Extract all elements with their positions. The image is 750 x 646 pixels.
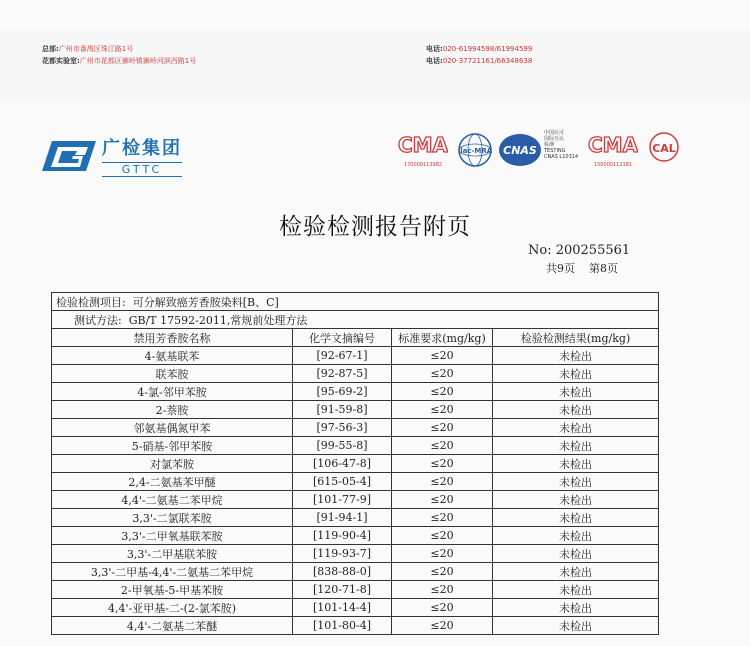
table-row [52,581,659,599]
result-cell: 未检出 [493,581,659,599]
ilac-mark [456,132,494,172]
amine-name-cell: 4,4'-二氨基二苯甲烷 [52,491,293,509]
standard-cell: ≤20 [392,347,493,365]
amine-name-cell: 4,4'-二氨基二苯醚 [52,617,293,635]
result-cell: 未检出 [493,365,659,383]
cas-number-cell: [91-59-8] [293,401,392,419]
amine-name-cell: 2-甲氧基-5-甲基苯胺 [52,581,293,599]
svg-text:CMA: CMA [588,133,638,157]
standard-cell: ≤20 [392,599,493,617]
cal-icon [644,130,684,170]
accreditation-marks [398,130,688,170]
table-header-row [52,329,659,347]
hq-phone-label: 电话: [426,45,443,53]
test-item-value: 可分解致癌芳香胺染料[B、C] [132,295,279,309]
cas-number-cell: [119-93-7] [293,545,392,563]
cal-mark [644,130,684,174]
test-method-value: GB/T 17592-2011,常规前处理方法 [128,313,308,327]
cma-left-mark [398,130,448,168]
cas-number-cell: [101-80-4] [293,617,392,635]
table-row [52,401,659,419]
lab-phone [426,56,532,66]
cnas-text: CNAS [503,144,537,157]
header-cas-number: 化学文摘编号 [293,329,392,347]
amine-name-cell: 2,4-二氨基苯甲醚 [52,473,293,491]
standard-cell: ≤20 [392,617,493,635]
result-cell: 未检出 [493,527,659,545]
cas-number-cell: [97-56-3] [293,419,392,437]
lab-phone-label: 电话: [426,57,443,65]
amine-name-cell: 3,3'-二甲基联苯胺 [52,545,293,563]
result-cell: 未检出 [493,383,659,401]
amine-name-cell: 邻氨基偶氮甲苯 [52,419,293,437]
amine-name-cell: 4,4'-亚甲基-二-(2-氯苯胺) [52,599,293,617]
table-row [52,563,659,581]
standard-cell: ≤20 [392,563,493,581]
table-row [52,383,659,401]
lab-address [42,56,196,66]
amine-name-cell: 3,3'-二甲氧基联苯胺 [52,527,293,545]
table-row [52,419,659,437]
standard-cell: ≤20 [392,473,493,491]
gttc-logo-icon [42,139,96,173]
table-row [52,455,659,473]
table-row [52,473,659,491]
table-row [52,437,659,455]
result-cell: 未检出 [493,563,659,581]
table-row [52,347,659,365]
standard-cell: ≤20 [392,509,493,527]
cas-number-cell: [120-71-8] [293,581,392,599]
result-cell: 未检出 [493,509,659,527]
report-number: No: 200255561 [528,243,631,258]
amine-name-cell: 联苯胺 [52,365,293,383]
lab-address-label: 花都实验室: [42,57,80,65]
logo-en-text: GTTC [102,162,182,177]
table-row [52,545,659,563]
hq-address [42,44,133,54]
result-cell: 未检出 [493,545,659,563]
result-cell: 未检出 [493,419,659,437]
cas-number-cell: [106-47-8] [293,455,392,473]
standard-cell: ≤20 [392,437,493,455]
standard-cell: ≤20 [392,401,493,419]
hq-phone [426,44,532,54]
standard-cell: ≤20 [392,581,493,599]
cas-number-cell: [92-87-5] [293,365,392,383]
amine-name-cell: 4-氨基联苯 [52,347,293,365]
page-title: 检验检测报告附页 [279,214,471,240]
result-cell: 未检出 [493,455,659,473]
cas-number-cell: [101-77-9] [293,491,392,509]
logo-cn-text: 广检集团 [102,138,182,159]
test-item-cell [52,293,659,311]
page-count: 共9页 第8页 [546,262,618,275]
table-row [52,365,659,383]
cma-right-mark [588,130,638,168]
table-row [52,527,659,545]
header-standard: 标准要求(mg/kg) [392,329,493,347]
cas-number-cell: [95-69-2] [293,383,392,401]
result-cell: 未检出 [493,347,659,365]
header-result: 检验检测结果(mg/kg) [493,329,659,347]
result-cell: 未检出 [493,401,659,419]
standard-cell: ≤20 [392,491,493,509]
cas-number-cell: [99-55-8] [293,437,392,455]
hq-address-label: 总部: [42,45,59,53]
ilac-icon [456,132,494,168]
lab-address-value: 广州市花都区狮岭镇狮岭河滨西路1号 [79,57,197,65]
standard-cell: ≤20 [392,419,493,437]
test-item-label: 检验检测项目: [56,295,126,309]
results-table [51,292,659,635]
cma-right-number: 150000112181 [593,162,633,168]
cma-left-number: 170000113982 [403,162,443,168]
cas-number-cell: [119-90-4] [293,527,392,545]
cas-number-cell: [838-88-0] [293,563,392,581]
ilac-text: ilac-MRA [457,147,493,155]
standard-cell: ≤20 [392,455,493,473]
gttc-logo [42,134,182,177]
cal-text: CAL [652,142,676,155]
table-row [52,509,659,527]
test-method-row [52,311,659,329]
result-cell: 未检出 [493,473,659,491]
result-cell: 未检出 [493,491,659,509]
amine-name-cell: 对氯苯胺 [52,455,293,473]
table-row [52,599,659,617]
svg-text:CMA: CMA [398,133,448,157]
amine-name-cell: 5-硝基-邻甲苯胺 [52,437,293,455]
amine-name-cell: 2-萘胺 [52,401,293,419]
cas-number-cell: [101-14-4] [293,599,392,617]
amine-name-cell: 4-氯-邻甲苯胺 [52,383,293,401]
lab-phone-value: 020-37721161/66348638 [442,57,533,65]
header-amine-name: 禁用芳香胺名称 [52,329,293,347]
cas-number-cell: [615-05-4] [293,473,392,491]
test-item-row [52,293,659,311]
test-method-label: 测试方法: [74,313,122,327]
result-cell: 未检出 [493,599,659,617]
result-cell: 未检出 [493,617,659,635]
result-cell: 未检出 [493,437,659,455]
amine-name-cell: 3,3'-二甲基-4,4'-二氨基二苯甲烷 [52,563,293,581]
hq-phone-value: 020-61994598/61994599 [442,45,533,53]
cnas-mark [498,132,542,172]
cnas-caption: 中国认可 国际互认 检测 TESTING CNAS L10314 [544,130,579,160]
cnas-icon [498,132,542,168]
amine-name-cell: 3,3'-二氯联苯胺 [52,509,293,527]
standard-cell: ≤20 [392,365,493,383]
cas-number-cell: [92-67-1] [293,347,392,365]
test-method-cell [52,311,659,329]
cas-number-cell: [91-94-1] [293,509,392,527]
hq-address-value: 广州市番禺区珠江路1号 [58,45,134,53]
standard-cell: ≤20 [392,545,493,563]
table-row [52,617,659,635]
standard-cell: ≤20 [392,383,493,401]
standard-cell: ≤20 [392,527,493,545]
table-row [52,491,659,509]
